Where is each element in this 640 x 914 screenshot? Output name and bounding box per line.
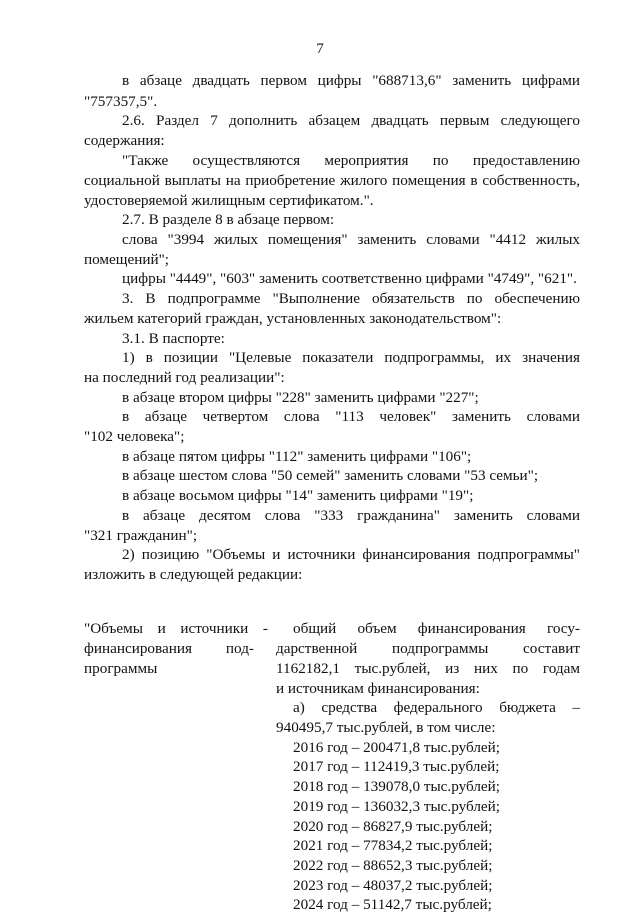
table-right-line: 1162182,1 тыс.рублей, из них по годам [276, 660, 580, 677]
text-line: изложить в следующей редакции: [84, 566, 303, 583]
text-line: социальной выплаты на приобретение жилого помещения в собственность, [84, 172, 580, 189]
table-right-line: 2022 год – 88652,3 тыс.рублей; [293, 857, 493, 874]
text-line: "757357,5". [84, 93, 158, 110]
text-line: в абзаце десятом слова "333 гражданина" заменить словами [122, 507, 580, 524]
text-line: в абзаце четвертом слова "113 человек" заменить словами [122, 408, 580, 425]
table-left-line: "Объемы и источники - [84, 620, 268, 637]
table-right-line: 2018 год – 139078,0 тыс.рублей; [293, 778, 501, 795]
table-right-line: 2016 год – 200471,8 тыс.рублей; [293, 739, 501, 756]
table-right-line: 2023 год – 48037,2 тыс.рублей; [293, 877, 493, 894]
text-line: помещений"; [84, 251, 170, 268]
text-line: 1) в позиции "Целевые показатели подпрограммы, их значения [122, 349, 580, 366]
text-line: удостоверяемой жилищным сертификатом.". [84, 192, 374, 209]
table-right-line: общий объем финансирования госу- [293, 620, 580, 637]
text-line: "Также осуществляются мероприятия по предоставлению [122, 152, 580, 169]
table-right-line: 2017 год – 112419,3 тыс.рублей; [293, 758, 500, 775]
text-line: 3. В подпрограмме "Выполнение обязательств по обеспечению [122, 290, 580, 307]
text-line: 2.6. Раздел 7 дополнить абзацем двадцать первым следующего [122, 112, 580, 129]
table-right-line: 2021 год – 77834,2 тыс.рублей; [293, 837, 493, 854]
table-right-line: а) средства федерального бюджета – [293, 699, 580, 716]
table-right-line: 2020 год – 86827,9 тыс.рублей; [293, 818, 493, 835]
text-line: в абзаце втором цифры "228" заменить цифрами "227"; [122, 389, 479, 406]
text-line: 2) позицию "Объемы и источники финансирования подпрограммы" [122, 546, 580, 563]
table-right-line: дарственной подпрограммы составит [276, 640, 580, 657]
text-line: в абзаце шестом слова "50 семей" заменить словами "53 семьи"; [122, 467, 539, 484]
text-line: в абзаце пятом цифры "112" заменить цифрами "106"; [122, 448, 472, 465]
page-number: 7 [316, 41, 324, 57]
table-right-line: 2024 год – 51142,7 тыс.рублей; [293, 896, 492, 913]
table-right-line: и источникам финансирования: [276, 680, 480, 697]
text-line: "102 человека"; [84, 428, 185, 445]
text-line: 3.1. В паспорте: [122, 330, 225, 347]
table-right-line: 940495,7 тыс.рублей, в том числе: [276, 719, 496, 736]
text-line: содержания: [84, 132, 165, 149]
table-left-line: программы [84, 660, 158, 677]
text-line: слова "3994 жилых помещения" заменить словами "4412 жилых [122, 231, 580, 248]
text-line: в абзаце восьмом цифры "14" заменить цифрами "19"; [122, 487, 474, 504]
text-line: 2.7. В разделе 8 в абзаце первом: [122, 211, 335, 228]
text-line: "321 гражданин"; [84, 527, 198, 544]
table-right-line: 2019 год – 136032,3 тыс.рублей; [293, 798, 501, 815]
text-line: на последний год реализации": [84, 369, 285, 386]
text-line: цифры "4449", "603" заменить соответственно цифрами "4749", "621". [122, 270, 577, 287]
table-left-line: финансирования под- [84, 640, 254, 657]
text-line: в абзаце двадцать первом цифры "688713,6" заменить цифрами [122, 72, 580, 89]
text-line: жильем категорий граждан, установленных законодательством": [84, 310, 502, 327]
